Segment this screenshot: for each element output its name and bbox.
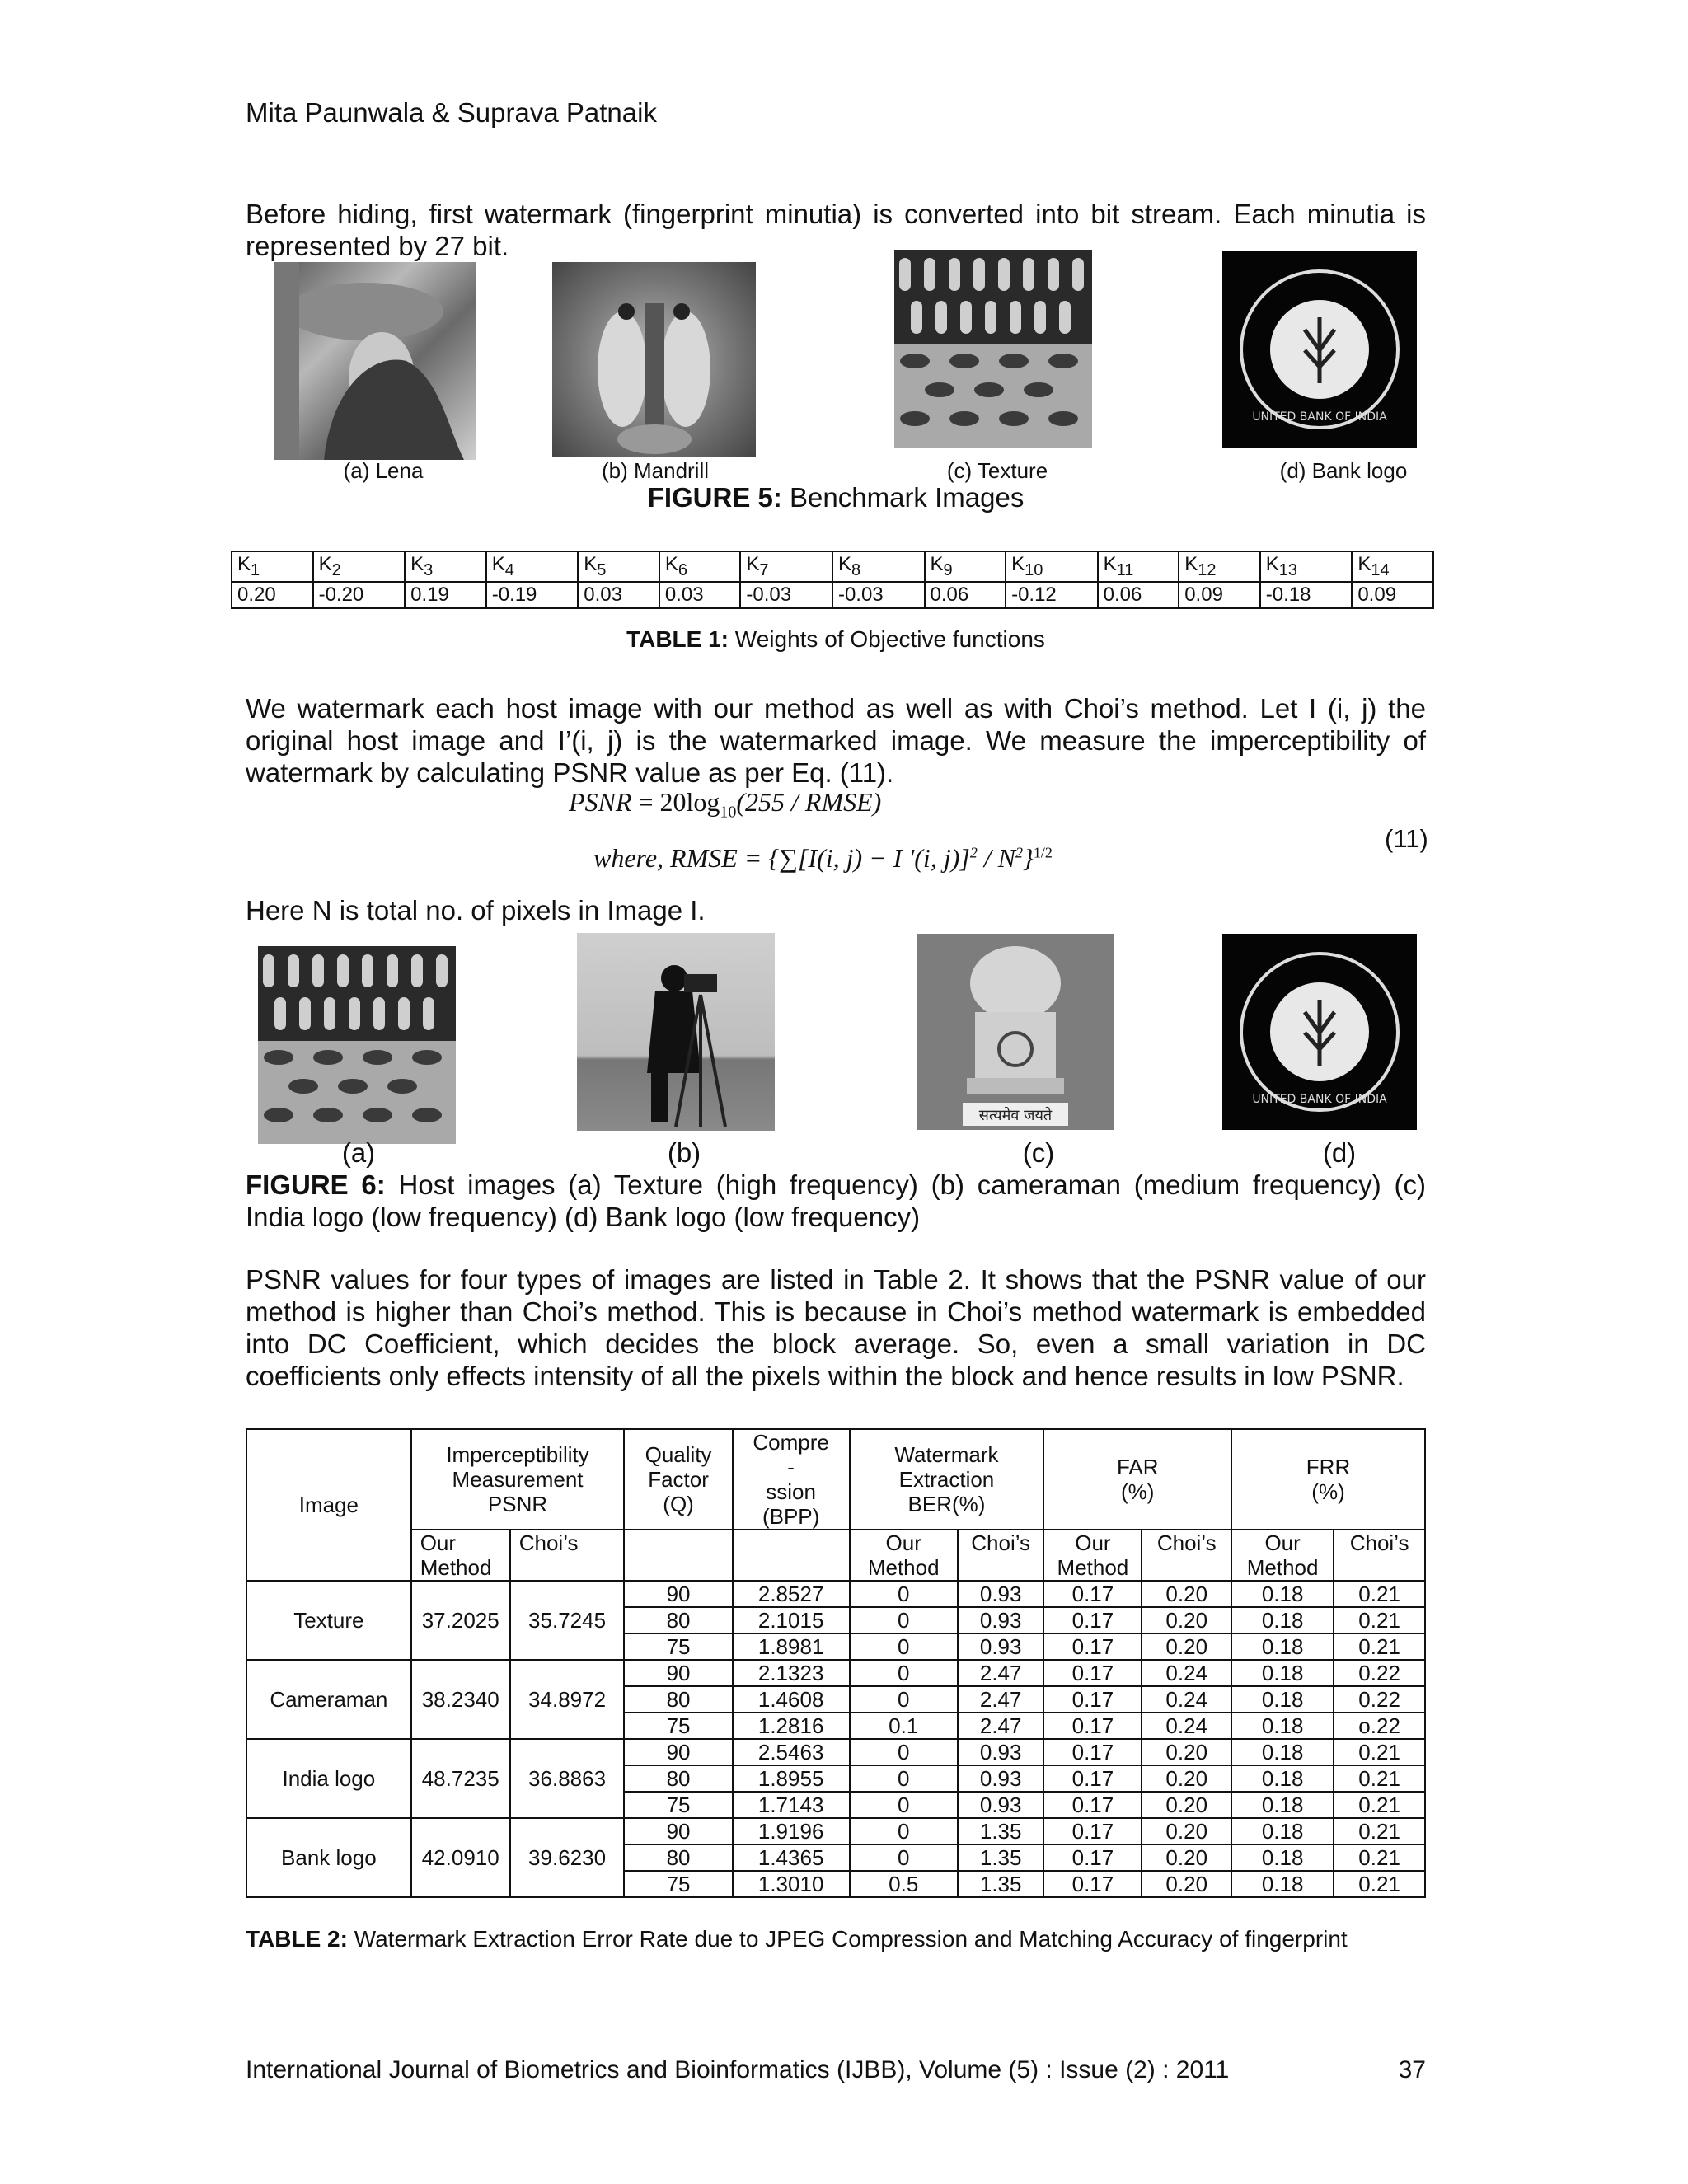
table-cell: 1.4608 <box>733 1686 850 1713</box>
table-cell: 1.2816 <box>733 1713 850 1739</box>
eq-psnr-rhs: = 20log <box>631 787 720 817</box>
header-text: Our <box>1264 1530 1301 1555</box>
table2-header-ber <box>850 1429 1044 1530</box>
subscript: 7 <box>759 560 769 579</box>
table1-header-cell: $K_9$ <box>925 551 1006 582</box>
table2-cell-psnr-choi: 34.8972 <box>510 1660 625 1739</box>
table-cell: 0.21 <box>1334 1871 1425 1897</box>
subheader-our-method <box>411 1530 510 1581</box>
figure6-caption-a: (a) <box>341 1137 376 1168</box>
table-cell: 2.47 <box>958 1660 1044 1686</box>
figure5-label: FIGURE 5: <box>647 482 782 513</box>
table-cell: 0.21 <box>1334 1844 1425 1871</box>
eq-sup: 2 <box>969 844 978 861</box>
table2-cell-image: Cameraman <box>246 1660 411 1739</box>
table-cell: 0.17 <box>1043 1844 1142 1871</box>
table2-subheader-row <box>246 1530 1425 1581</box>
equation-psnr <box>569 787 881 822</box>
subscript: 11 <box>1116 560 1134 579</box>
table2-body <box>246 1581 1425 1897</box>
subscript: 1 <box>251 560 260 579</box>
table-cell: 0.20 <box>1142 1633 1231 1660</box>
table-cell: 0 <box>850 1792 958 1818</box>
header-text: BER(%) <box>907 1492 986 1516</box>
subheader-empty <box>624 1530 732 1581</box>
table-cell: 0.17 <box>1043 1607 1142 1633</box>
figure5-title-text: Benchmark Images <box>781 482 1025 513</box>
figure5-caption-c: (c) Texture <box>946 458 1048 483</box>
table1-value-cell: 0.20 <box>232 582 313 608</box>
india-emblem-illustration <box>917 934 1114 1130</box>
table-cell: 1.3010 <box>733 1871 850 1897</box>
subheader-chois: Choi’s <box>1142 1530 1231 1581</box>
cameraman-illustration <box>577 933 775 1131</box>
table2-cell-psnr-choi: 36.8863 <box>510 1739 625 1818</box>
header-text: (Q) <box>663 1492 694 1516</box>
table-cell: 0.17 <box>1043 1581 1142 1607</box>
table-cell: 0.17 <box>1043 1765 1142 1792</box>
table-cell: 90 <box>624 1739 732 1765</box>
table-cell: 0.93 <box>958 1765 1044 1792</box>
table2-cell-psnr-our: 38.2340 <box>411 1660 510 1739</box>
host-texture-image <box>258 946 456 1144</box>
subscript: 8 <box>851 560 861 579</box>
table-cell: 1.9196 <box>733 1818 850 1844</box>
table1-label: TABLE 1: <box>626 626 729 652</box>
subscript: 13 <box>1278 560 1298 579</box>
table-cell: 0.20 <box>1142 1792 1231 1818</box>
table1-value-cell: -0.03 <box>832 582 925 608</box>
table-cell: 2.5463 <box>733 1739 850 1765</box>
figure6-caption-c: (c) <box>1022 1137 1055 1168</box>
table1-header-cell: $K_6$ <box>659 551 741 582</box>
mandrill-image <box>552 262 756 457</box>
eq-sup: 2 <box>1015 844 1024 861</box>
table2-label: TABLE 2: <box>246 1926 348 1952</box>
table-cell: 0.20 <box>1142 1739 1231 1765</box>
texture-image <box>894 250 1092 448</box>
paragraph-line: coefficients only effects intensity of all the pixels within the block and hence results in low PSNR. <box>246 1361 1404 1391</box>
paragraph-line: original host image and I’(i, j) is the watermarked image. We measure the imperceptibility of <box>246 725 1426 756</box>
table-cell: 0 <box>850 1607 958 1633</box>
table-cell: 0.21 <box>1334 1581 1425 1607</box>
header-text: Our <box>420 1530 457 1555</box>
header-text: Method <box>1057 1555 1129 1580</box>
eq-rmse-div: / N <box>977 843 1016 873</box>
table-cell: 0.24 <box>1142 1686 1231 1713</box>
table-cell: 0.18 <box>1231 1818 1334 1844</box>
table1-header-cell: $K_{11}$ <box>1098 551 1179 582</box>
figure6-caption-d: (d) <box>1322 1137 1357 1168</box>
table1-header-cell: $K_4$ <box>486 551 579 582</box>
table1-value-cell: 0.03 <box>578 582 659 608</box>
paragraph-results <box>246 1263 1426 1392</box>
table-cell: 0 <box>850 1581 958 1607</box>
table-cell: 1.35 <box>958 1818 1044 1844</box>
table-cell: 80 <box>624 1686 732 1713</box>
figure5-caption-a: (a) Lena <box>343 458 424 483</box>
texture-illustration <box>258 946 456 1144</box>
table1-header-cell: $K_{12}$ <box>1179 551 1260 582</box>
table-cell: 80 <box>624 1844 732 1871</box>
table-cell: o.22 <box>1334 1713 1425 1739</box>
paragraph-line: We watermark each host image with our method as well as with Choi’s method. Let I (i, j) the <box>246 693 1426 724</box>
figure6-title <box>246 1169 1426 1233</box>
eq-rmse-lhs: where, RMSE <box>593 843 738 873</box>
table-row <box>246 1581 1425 1607</box>
table1-header-cell: $K_{14}$ <box>1352 551 1433 582</box>
table1-header-cell: $K_1$ <box>232 551 313 582</box>
subheader-our-method <box>850 1530 958 1581</box>
eq-psnr-lhs: PSNR <box>569 787 632 817</box>
table1-value-cell: -0.18 <box>1260 582 1353 608</box>
table-cell: 0 <box>850 1844 958 1871</box>
table-cell: 0.18 <box>1231 1686 1334 1713</box>
table-cell: 0.93 <box>958 1739 1044 1765</box>
cameraman-image <box>577 933 775 1131</box>
subheader-chois: Choi’s <box>1334 1530 1425 1581</box>
table-cell: 0 <box>850 1739 958 1765</box>
texture-illustration <box>894 250 1092 448</box>
footer-journal: International Journal of Biometrics and Bioinformatics (IJBB), Volume (5) : Issue (2) : 2011 <box>246 2056 1230 2083</box>
subscript: 12 <box>1198 560 1217 579</box>
header-text: Method <box>1246 1555 1319 1580</box>
table-cell: 2.1323 <box>733 1660 850 1686</box>
table1-header-cell: $K_8$ <box>832 551 925 582</box>
table-cell: 80 <box>624 1765 732 1792</box>
page-number: 37 <box>1398 2056 1426 2083</box>
table-cell: 0.17 <box>1043 1633 1142 1660</box>
table2-header-row <box>246 1429 1425 1530</box>
figure5-caption-d: (d) Bank logo <box>1279 458 1408 483</box>
table-cell: 0 <box>850 1818 958 1844</box>
lena-image <box>274 262 476 460</box>
table-cell: 80 <box>624 1607 732 1633</box>
table1-header-cell: $K_3$ <box>405 551 486 582</box>
table-cell: 0.17 <box>1043 1871 1142 1897</box>
header-text: - <box>787 1455 795 1479</box>
table-cell: 0 <box>850 1633 958 1660</box>
table2-cell-image: India logo <box>246 1739 411 1818</box>
table-row <box>246 1818 1425 1844</box>
table1-header-cell: $K_{13}$ <box>1260 551 1353 582</box>
header-text: Our <box>1075 1530 1111 1555</box>
table1-value-row <box>232 582 1433 608</box>
header-text: Extraction <box>898 1467 995 1492</box>
figure6-title-line: India logo (low frequency) (d) Bank logo (low frequency) <box>246 1202 921 1232</box>
figure6-title-text: Host images (a) Texture (high frequency) (b) cameraman (medium frequency) (c) <box>385 1169 1426 1200</box>
table1-value-cell: -0.19 <box>486 582 579 608</box>
table2-cell-psnr-choi: 35.7245 <box>510 1581 625 1660</box>
paragraph-line: represented by 27 bit. <box>246 231 509 261</box>
running-header: Mita Paunwala & Suprava Patnaik <box>246 97 657 128</box>
eq-log-base: 10 <box>720 803 737 822</box>
table2-header-psnr <box>411 1429 625 1530</box>
table-cell: 0.20 <box>1142 1818 1231 1844</box>
table-cell: 0.17 <box>1043 1686 1142 1713</box>
table-cell: 0.18 <box>1231 1765 1334 1792</box>
paragraph-note: Here N is total no. of pixels in Image I. <box>246 895 706 926</box>
table-cell: 75 <box>624 1871 732 1897</box>
table2-caption <box>246 1926 1348 1952</box>
table-cell: 0.93 <box>958 1792 1044 1818</box>
table-cell: 0.22 <box>1334 1660 1425 1686</box>
paragraph-line: Before hiding, first watermark (fingerprint minutia) is converted into bit stream. Each minutia is <box>246 199 1426 229</box>
header-text: Method <box>867 1555 940 1580</box>
table-cell: 0.22 <box>1334 1686 1425 1713</box>
table-cell: 0.17 <box>1043 1792 1142 1818</box>
table-cell: 0.18 <box>1231 1844 1334 1871</box>
table-cell: 0.18 <box>1231 1739 1334 1765</box>
equation-number: (11) <box>1385 824 1428 853</box>
table-cell: 90 <box>624 1818 732 1844</box>
table-cell: 1.4365 <box>733 1844 850 1871</box>
subscript: 6 <box>678 560 687 579</box>
table1-header-row <box>232 551 1433 582</box>
table-cell: 2.47 <box>958 1686 1044 1713</box>
table1-value-cell: 0.09 <box>1179 582 1260 608</box>
table-cell: 0.18 <box>1231 1633 1334 1660</box>
table2-header-far <box>1043 1429 1231 1530</box>
figure6-caption-b: (b) <box>667 1137 701 1168</box>
table1-value-cell: -0.20 <box>313 582 406 608</box>
header-text: FRR <box>1306 1455 1351 1479</box>
table-cell: 0.93 <box>958 1607 1044 1633</box>
table-cell: 0.18 <box>1231 1607 1334 1633</box>
table1-header-cell: $K_5$ <box>578 551 659 582</box>
subscript: 9 <box>943 560 953 579</box>
table-cell: 2.47 <box>958 1713 1044 1739</box>
india-logo-image <box>917 934 1114 1130</box>
table-cell: 0.21 <box>1334 1818 1425 1844</box>
figure5-caption-b: (b) Mandrill <box>601 458 710 483</box>
table-cell: 0.5 <box>850 1871 958 1897</box>
paragraph-line: PSNR values for four types of images are listed in Table 2. It shows that the PSNR value of our <box>246 1264 1426 1295</box>
table-cell: 2.8527 <box>733 1581 850 1607</box>
subheader-chois: Choi’s <box>510 1530 625 1581</box>
table2-header-quality <box>624 1429 732 1530</box>
table1-header-cell: $K_{10}$ <box>1006 551 1098 582</box>
bank-logo-illustration <box>1222 251 1417 448</box>
equation-rmse <box>593 843 1053 874</box>
table-cell: 0.17 <box>1043 1660 1142 1686</box>
eq-psnr-rhs2: (255 / RMSE) <box>736 787 882 817</box>
table1-value-cell: 0.09 <box>1352 582 1433 608</box>
table1-header-cell: $K_7$ <box>740 551 832 582</box>
bank-logo-illustration <box>1222 934 1417 1130</box>
table-cell: 0 <box>850 1660 958 1686</box>
table2-cell-psnr-choi: 39.6230 <box>510 1818 625 1897</box>
table1-value-cell: 0.03 <box>659 582 741 608</box>
table-row <box>246 1660 1425 1686</box>
table-cell: 0.18 <box>1231 1792 1334 1818</box>
table-cell: 0.17 <box>1043 1739 1142 1765</box>
table2-header-image: Image <box>246 1429 411 1581</box>
table-cell: 2.1015 <box>733 1607 850 1633</box>
figure6-label: FIGURE 6: <box>246 1169 386 1200</box>
eq-rmse-rhs: = {∑[I(i, j) − I '(i, j)] <box>737 843 970 873</box>
header-text: (%) <box>1311 1479 1345 1504</box>
subscript: 4 <box>504 560 514 579</box>
table-cell: 1.35 <box>958 1871 1044 1897</box>
table-cell: 0.21 <box>1334 1792 1425 1818</box>
table-cell: 1.8981 <box>733 1633 850 1660</box>
header-text: Our <box>885 1530 921 1555</box>
table1-caption-text: Weights of Objective functions <box>729 626 1045 652</box>
header-text: Method <box>420 1555 492 1580</box>
table-cell: 0 <box>850 1686 958 1713</box>
table2-cell-image: Texture <box>246 1581 411 1660</box>
table-cell: 0.20 <box>1142 1581 1231 1607</box>
table2-cell-image: Bank logo <box>246 1818 411 1897</box>
table1-weights <box>231 551 1434 609</box>
table-cell: 0.24 <box>1142 1660 1231 1686</box>
table-cell: 0 <box>850 1765 958 1792</box>
table1-header-cell: $K_2$ <box>313 551 406 582</box>
subheader-our-method <box>1231 1530 1334 1581</box>
lena-illustration <box>274 262 476 460</box>
bank-logo-image <box>1222 251 1417 448</box>
table-cell: 0.21 <box>1334 1633 1425 1660</box>
subscript: 14 <box>1371 560 1390 579</box>
header-text: Factor <box>648 1467 709 1492</box>
header-text: (BPP) <box>762 1504 820 1529</box>
header-text: Compre <box>753 1430 829 1455</box>
table2-cell-psnr-our: 42.0910 <box>411 1818 510 1897</box>
host-bank-logo-image <box>1222 934 1417 1130</box>
subheader-our-method <box>1043 1530 1142 1581</box>
subscript: 2 <box>331 560 341 579</box>
table-cell: 1.8955 <box>733 1765 850 1792</box>
table-cell: 0.18 <box>1231 1871 1334 1897</box>
paragraph-line: into DC Coefficient, which decides the block average. So, even a small variation in DC <box>246 1329 1426 1359</box>
table-cell: 0.18 <box>1231 1581 1334 1607</box>
figure6-title-line <box>246 1169 1426 1201</box>
table1-caption <box>246 626 1426 653</box>
table2-cell-psnr-our: 48.7235 <box>411 1739 510 1818</box>
table-cell: 0.24 <box>1142 1713 1231 1739</box>
table-cell: 0.18 <box>1231 1660 1334 1686</box>
header-text: Imperceptibility <box>446 1442 589 1467</box>
table-row <box>246 1739 1425 1765</box>
header-text: (%) <box>1121 1479 1155 1504</box>
subscript: 3 <box>424 560 434 579</box>
table-cell: 0.17 <box>1043 1713 1142 1739</box>
bank-logo-lettering: UNITED BANK OF INDIA <box>1252 1093 1387 1106</box>
eq-exponent: 1/2 <box>1033 844 1053 861</box>
table-cell: 0.20 <box>1142 1765 1231 1792</box>
subscript: 5 <box>597 560 607 579</box>
header-text: FAR <box>1116 1455 1159 1479</box>
table-cell: 0.20 <box>1142 1871 1231 1897</box>
table-cell: 0.17 <box>1043 1818 1142 1844</box>
header-text: ssion <box>766 1479 816 1504</box>
paragraph-line: watermark by calculating PSNR value as per Eq. (11). <box>246 757 894 788</box>
table-cell: 90 <box>624 1660 732 1686</box>
table2-header-frr <box>1231 1429 1425 1530</box>
paragraph-psnr <box>246 692 1426 789</box>
table-cell: 1.7143 <box>733 1792 850 1818</box>
table-cell: 0.20 <box>1142 1607 1231 1633</box>
table1-value-cell: -0.12 <box>1006 582 1098 608</box>
table2-header-compression <box>733 1429 850 1530</box>
table1-value-cell: 0.06 <box>925 582 1006 608</box>
table1-value-cell: 0.19 <box>405 582 486 608</box>
header-text: PSNR <box>487 1492 548 1516</box>
india-emblem-lettering: सत्यमेव जयते <box>978 1107 1053 1124</box>
table2-caption-text: Watermark Extraction Error Rate due to JPEG Compression and Matching Accuracy of fingerprint <box>347 1926 1348 1952</box>
table-cell: 0.21 <box>1334 1739 1425 1765</box>
table-cell: 0.18 <box>1231 1713 1334 1739</box>
eq-rmse-close: } <box>1023 843 1034 873</box>
table-cell: 75 <box>624 1713 732 1739</box>
table-cell: 0.93 <box>958 1633 1044 1660</box>
table1-value-cell: -0.03 <box>740 582 832 608</box>
subheader-empty <box>733 1530 850 1581</box>
subheader-chois: Choi’s <box>958 1530 1044 1581</box>
table-cell: 75 <box>624 1633 732 1660</box>
header-text: Quality <box>645 1442 712 1467</box>
mandrill-illustration <box>552 262 756 457</box>
table-cell: 0.93 <box>958 1581 1044 1607</box>
bank-logo-lettering: UNITED BANK OF INDIA <box>1252 410 1387 424</box>
table-cell: 75 <box>624 1792 732 1818</box>
paragraph-line: method is higher than Choi’s method. This is because in Choi’s method watermark is embedded <box>246 1296 1426 1327</box>
table-cell: 0.20 <box>1142 1844 1231 1871</box>
header-text: Watermark <box>894 1442 999 1467</box>
table-cell: 0.21 <box>1334 1607 1425 1633</box>
figure5-title <box>246 482 1426 513</box>
table-cell: 0.1 <box>850 1713 958 1739</box>
table-cell: 1.35 <box>958 1844 1044 1871</box>
header-text: Measurement <box>452 1467 584 1492</box>
table-cell: 90 <box>624 1581 732 1607</box>
table-cell: 0.21 <box>1334 1765 1425 1792</box>
table1-value-cell: 0.06 <box>1098 582 1179 608</box>
table2-cell-psnr-our: 37.2025 <box>411 1581 510 1660</box>
subscript: 10 <box>1025 560 1043 579</box>
table2-results <box>246 1428 1426 1898</box>
